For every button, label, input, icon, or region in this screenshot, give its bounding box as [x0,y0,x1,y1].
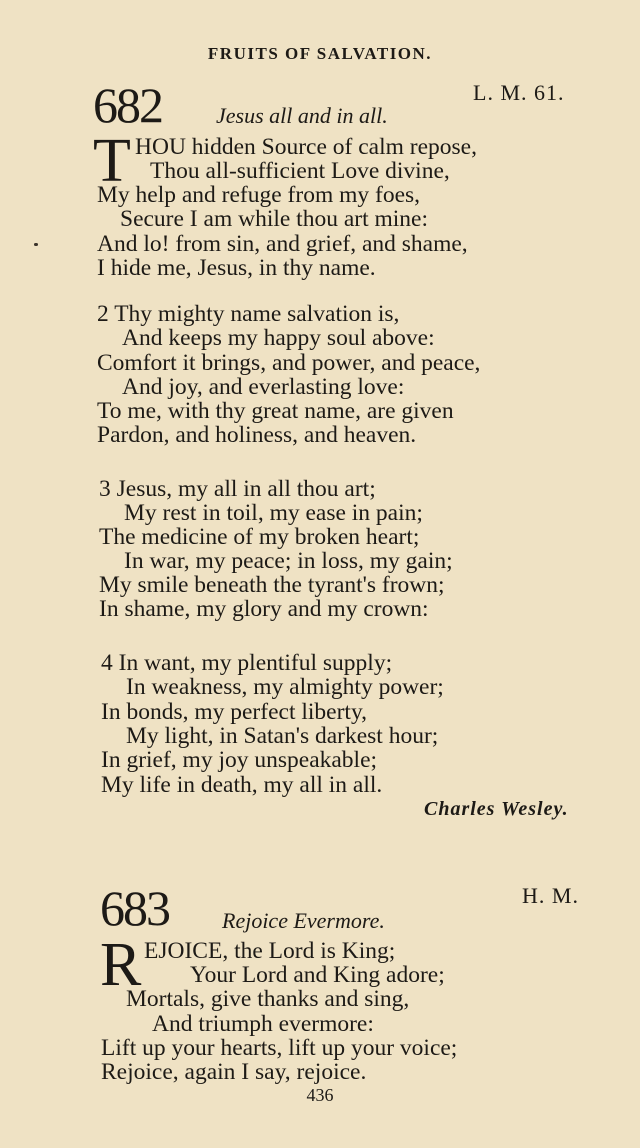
drop-cap: R [100,931,142,999]
verse-line: To me, with thy great name, are given [97,398,454,424]
verse-line: I hide me, Jesus, in thy name. [97,255,376,281]
running-head: FRUITS OF SALVATION. [207,44,433,63]
page-number: 436 [306,1085,334,1105]
hymn-title: Jesus all and in all. [216,103,388,128]
verse-line: 2 Thy mighty name salvation is, [97,301,400,327]
drop-cap: T [93,127,131,195]
verse-line: In weakness, my almighty power; [126,674,444,700]
verse-line: My rest in toil, my ease in pain; [124,500,423,526]
verse-line: And joy, and everlasting love: [122,374,405,400]
hymn-meter: H. M. [522,883,579,908]
verse-line: Thou all-sufficient Love divine, [150,158,450,184]
verse-line: My help and refuge from my foes, [97,182,421,208]
hymn-meter: L. M. 61. [473,80,565,105]
verse-line: And triumph evermore: [152,1011,374,1037]
verse-line: The medicine of my broken heart; [99,524,420,550]
verse-line: Mortals, give thanks and sing, [126,986,410,1012]
verse-line: My life in death, my all in all. [101,772,383,798]
verse-line: Comfort it brings, and power, and peace, [97,350,481,376]
verse-line: And lo! from sin, and grief, and shame, [97,231,468,257]
speck-mark [34,243,38,246]
verse-line: HOU hidden Source of calm repose, [135,134,477,160]
verse-line: My smile beneath the tyrant's frown; [99,572,445,598]
verse-line: Lift up your hearts, lift up your voice; [101,1035,458,1061]
verse-line: In shame, my glory and my crown: [99,596,429,622]
verse-line: Secure I am while thou art mine: [120,206,429,232]
verse-line: 4 In want, my plentiful supply; [101,650,393,676]
verse-line: EJOICE, the Lord is King; [144,938,396,964]
verse-line: My light, in Satan's darkest hour; [126,723,439,749]
verse-line: Your Lord and King adore; [190,962,445,988]
hymn-number: 682 [93,77,162,133]
verse-line: In grief, my joy unspeakable; [101,747,378,773]
verse-line: In war, my peace; in loss, my gain; [124,548,453,574]
hymn-title: Rejoice Evermore. [222,908,385,933]
hymn-number: 683 [100,880,169,936]
verse-line: In bonds, my perfect liberty, [101,699,368,725]
verse-line: And keeps my happy soul above: [122,325,435,351]
verse-line: Rejoice, again I say, rejoice. [101,1059,367,1085]
verse-line: Pardon, and holiness, and heaven. [97,422,417,448]
verse-line: 3 Jesus, my all in all thou art; [99,476,376,502]
author-attribution: Charles Wesley. [424,798,569,820]
